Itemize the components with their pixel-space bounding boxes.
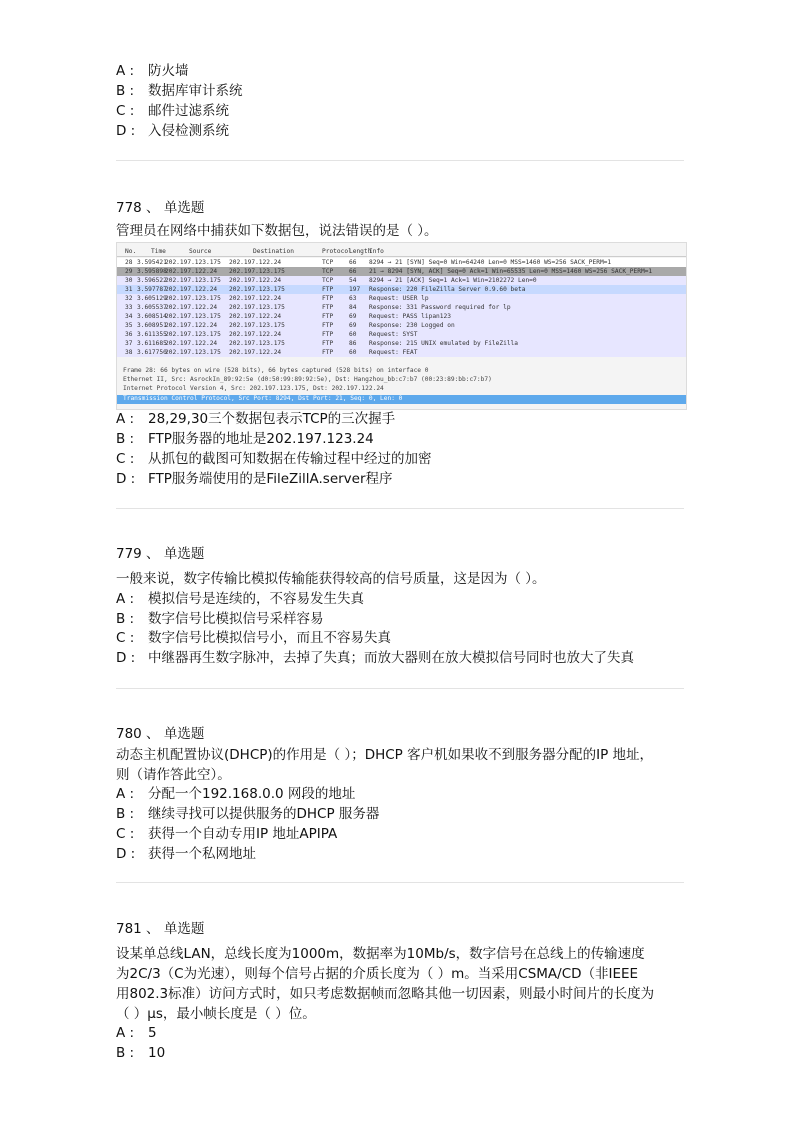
ip-detail: Internet Protocol Version 4, Src: 202.197.123.175, Dst: 202.197.122.24 <box>123 385 384 392</box>
divider <box>116 882 684 883</box>
packet-cell-src: 202.197.122.24 <box>165 322 218 329</box>
capture-column-header <box>117 247 686 257</box>
divider <box>116 508 684 509</box>
packet-row <box>117 258 686 267</box>
packet-capture-image <box>116 242 687 410</box>
packet-cell-dst: 202.197.122.24 <box>229 277 282 284</box>
column-source: Source <box>189 248 212 255</box>
packet-row <box>117 339 686 348</box>
option-a: A : 模拟信号是连续的，不容易发生失真 <box>116 591 364 607</box>
packet-cell-time: 3.617750 <box>137 349 167 356</box>
packet-cell-proto: TCP <box>322 277 334 284</box>
packet-cell-proto: FTP <box>322 349 334 356</box>
question-header: 781 、 单选题 <box>116 921 205 937</box>
column-time: Time <box>151 248 166 255</box>
packet-cell-dst: 202.197.122.24 <box>229 349 282 356</box>
option-c: C : 从抓包的截图可知数据在传输过程中经过的加密 <box>116 451 432 467</box>
packet-cell-len: 86 <box>349 340 357 347</box>
packet-cell-dst: 202.197.122.24 <box>229 259 282 266</box>
packet-cell-time: 3.597787 <box>137 286 167 293</box>
packet-row <box>117 267 686 276</box>
packet-cell-proto: FTP <box>322 340 334 347</box>
packet-cell-proto: FTP <box>322 295 334 302</box>
column-no: No. <box>125 248 137 255</box>
packet-row <box>117 330 686 339</box>
packet-cell-info: Response: 230 Logged on <box>369 322 455 329</box>
option-b: B : 数据库审计系统 <box>116 83 243 99</box>
packet-cell-time: 3.608951 <box>137 322 167 329</box>
packet-cell-proto: TCP <box>322 259 334 266</box>
packet-cell-dst: 202.197.123.175 <box>229 304 285 311</box>
packet-cell-dst: 202.197.122.24 <box>229 313 282 320</box>
option-a: A : 28,29,30三个数据包表示TCP的三次握手 <box>116 411 396 427</box>
option-d: D : 获得一个私网地址 <box>116 846 256 862</box>
packet-cell-time: 3.595898 <box>137 268 167 275</box>
divider <box>116 688 684 689</box>
packet-cell-proto: FTP <box>322 304 334 311</box>
packet-cell-len: 54 <box>349 277 357 284</box>
tcp-detail: Transmission Control Protocol, Src Port: 8294, Dst Port: 21, Seq: 0, Len: 0 <box>117 395 687 404</box>
packet-cell-len: 63 <box>349 295 357 302</box>
packet-row <box>117 276 686 285</box>
packet-row <box>117 312 686 321</box>
packet-cell-proto: FTP <box>322 331 334 338</box>
packet-cell-no: 35 <box>125 322 133 329</box>
option-c: C : 邮件过滤系统 <box>116 103 229 119</box>
column-protocol: Protocol <box>322 248 352 255</box>
option-c: C : 数字信号比模拟信号小，而且不容易失真 <box>116 630 391 646</box>
packet-cell-len: 60 <box>349 349 357 356</box>
packet-cell-src: 202.197.123.175 <box>165 313 221 320</box>
column-length: Length <box>349 248 372 255</box>
packet-cell-proto: FTP <box>322 313 334 320</box>
packet-cell-no: 36 <box>125 331 133 338</box>
option-d: D : 入侵检测系统 <box>116 123 229 139</box>
packet-cell-info: Response: 215 UNIX emulated by FileZilla <box>369 340 519 347</box>
column-destination: Destination <box>253 248 294 255</box>
packet-cell-no: 30 <box>125 277 133 284</box>
packet-cell-no: 31 <box>125 286 133 293</box>
packet-cell-time: 3.611685 <box>137 340 167 347</box>
packet-cell-time: 3.605537 <box>137 304 167 311</box>
packet-cell-time: 3.608514 <box>137 313 167 320</box>
option-a: A : 防火墙 <box>116 63 189 79</box>
column-info: Info <box>369 248 384 255</box>
option-a: A : 分配一个192.168.0.0 网段的地址 <box>116 786 356 802</box>
question-stem-line: 用802.3标准）访问方式时，如只考虑数据帧而忽略其他一切因素，则最小时间片的长度为 <box>116 986 655 1002</box>
question-stem-line: （ ）μs，最小帧长度是（ ）位。 <box>116 1006 316 1022</box>
question-stem: 一般来说，数字传输比模拟传输能获得较高的信号质量，这是因为（ ）。 <box>116 571 546 587</box>
option-d: D : FTP服务端使用的是FileZillA.server程序 <box>116 471 393 487</box>
packet-cell-info: Request: PASS lipan123 <box>369 313 451 320</box>
packet-row <box>117 285 686 294</box>
packet-cell-info: Request: FEAT <box>369 349 418 356</box>
packet-cell-proto: FTP <box>322 286 334 293</box>
packet-cell-no: 32 <box>125 295 133 302</box>
packet-cell-info: 21 → 8294 [SYN, ACK] Seq=0 Ack=1 Win=65535 Len=0 MSS=1460 WS=256 SACK_PERM=1 <box>369 268 653 275</box>
packet-cell-dst: 202.197.123.175 <box>229 268 285 275</box>
packet-cell-time: 3.611355 <box>137 331 167 338</box>
packet-cell-info: Response: 220 FileZilla Server 0.9.60 beta <box>369 286 526 293</box>
packet-cell-info: Request: USER lp <box>369 295 429 302</box>
packet-cell-dst: 202.197.123.175 <box>229 340 285 347</box>
packet-cell-len: 84 <box>349 304 357 311</box>
packet-cell-no: 38 <box>125 349 133 356</box>
question-stem-line: 为2C/3（C为光速），则每个信号占据的介质长度为（ ）m。当采用CSMA/CD（非IEEE <box>116 966 639 982</box>
question-stem: 管理员在网络中捕获如下数据包，说法错误的是（ ）。 <box>116 223 438 239</box>
packet-cell-len: 69 <box>349 322 357 329</box>
packet-cell-no: 28 <box>125 259 133 266</box>
packet-cell-info: Request: SYST <box>369 331 418 338</box>
question-header: 779 、 单选题 <box>116 546 205 562</box>
packet-cell-info: Response: 331 Password required for lp <box>369 304 511 311</box>
option-d: D : 中继器再生数字脉冲，去掉了失真；而放大器则在放大模拟信号同时也放大了失真 <box>116 650 634 666</box>
packet-row <box>117 348 686 357</box>
packet-cell-src: 202.197.122.24 <box>165 286 218 293</box>
packet-cell-src: 202.197.122.24 <box>165 304 218 311</box>
packet-cell-dst: 202.197.122.24 <box>229 295 282 302</box>
option-b: B : 10 <box>116 1045 166 1061</box>
packet-cell-no: 37 <box>125 340 133 347</box>
packet-cell-time: 3.605129 <box>137 295 167 302</box>
divider <box>116 160 684 161</box>
packet-cell-time: 3.596522 <box>137 277 167 284</box>
packet-cell-src: 202.197.123.175 <box>165 295 221 302</box>
packet-row <box>117 294 686 303</box>
packet-cell-len: 69 <box>349 313 357 320</box>
packet-cell-time: 3.595421 <box>137 259 167 266</box>
question-stem-line: 则（请作答此空）。 <box>116 767 231 783</box>
packet-cell-proto: TCP <box>322 268 334 275</box>
packet-cell-len: 66 <box>349 268 357 275</box>
packet-cell-len: 197 <box>349 286 361 293</box>
question-stem-line: 动态主机配置协议(DHCP)的作用是（ ）；DHCP 客户机如果收不到服务器分配的IP 地址， <box>116 747 654 763</box>
packet-cell-no: 33 <box>125 304 133 311</box>
option-c: C : 获得一个自动专用IP 地址APIPA <box>116 826 338 842</box>
packet-cell-no: 34 <box>125 313 133 320</box>
packet-cell-dst: 202.197.123.175 <box>229 322 285 329</box>
packet-cell-src: 202.197.122.24 <box>165 268 218 275</box>
option-b: B : FTP服务器的地址是202.197.123.24 <box>116 431 374 447</box>
option-a: A : 5 <box>116 1025 157 1041</box>
packet-cell-src: 202.197.123.175 <box>165 331 221 338</box>
frame-detail: Frame 28: 66 bytes on wire (528 bits), 66 bytes captured (528 bits) on interface 0 <box>123 367 429 374</box>
question-header: 780 、 单选题 <box>116 726 205 742</box>
option-b: B : 继续寻找可以提供服务的DHCP 服务器 <box>116 806 380 822</box>
packet-cell-src: 202.197.123.175 <box>165 349 221 356</box>
packet-row <box>117 321 686 330</box>
packet-cell-info: 8294 → 21 [SYN] Seq=0 Win=64240 Len=0 MSS=1460 WS=256 SACK_PERM=1 <box>369 259 612 266</box>
packet-cell-src: 202.197.123.175 <box>165 259 221 266</box>
question-header: 778 、 单选题 <box>116 200 205 216</box>
packet-cell-dst: 202.197.122.24 <box>229 331 282 338</box>
packet-cell-info: 8294 → 21 [ACK] Seq=1 Ack=1 Win=2102272 Len=0 <box>369 277 537 284</box>
ethernet-detail: Ethernet II, Src: AsrockIn_89:92:5e (d0:50:99:89:92:5e), Dst: Hangzhou_bb:c7:b7 (00:23:89:bb:c7:b7) <box>123 376 492 383</box>
packet-cell-src: 202.197.123.175 <box>165 277 221 284</box>
option-b: B : 数字信号比模拟信号采样容易 <box>116 611 324 627</box>
packet-cell-src: 202.197.122.24 <box>165 340 218 347</box>
question-stem-line: 设某单总线LAN，总线长度为1000m，数据率为10Mb/s，数字信号在总线上的传输速度 <box>116 946 645 962</box>
packet-cell-dst: 202.197.123.175 <box>229 286 285 293</box>
packet-row <box>117 303 686 312</box>
packet-cell-no: 29 <box>125 268 133 275</box>
packet-cell-proto: FTP <box>322 322 334 329</box>
packet-cell-len: 60 <box>349 331 357 338</box>
packet-cell-len: 66 <box>349 259 357 266</box>
